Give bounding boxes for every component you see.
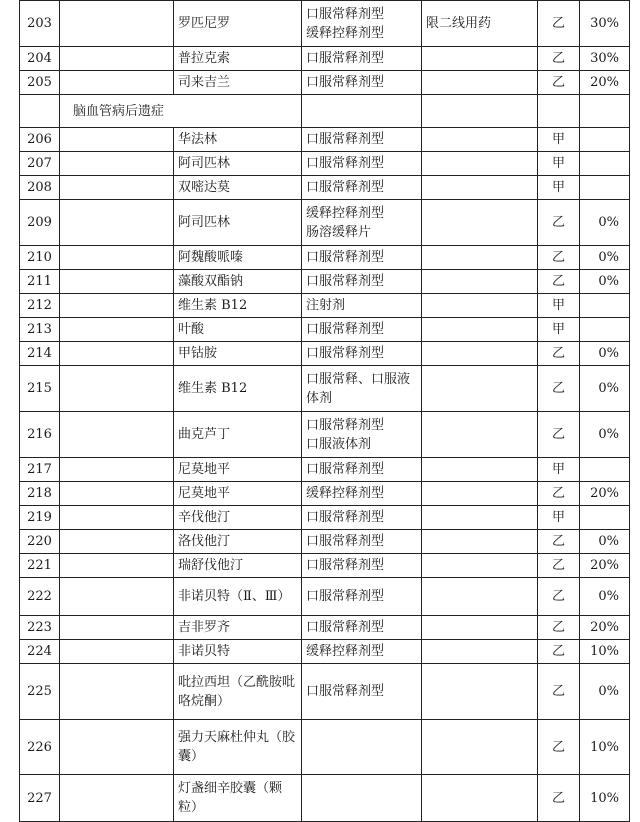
self-pay-ratio: 20% bbox=[580, 71, 630, 95]
limit-note bbox=[422, 152, 538, 176]
row-number: 222 bbox=[20, 578, 60, 616]
dosage-form-line: 口服常释剂型 bbox=[306, 684, 385, 699]
dosage-form bbox=[302, 47, 422, 71]
row-number: 214 bbox=[20, 342, 60, 366]
drug-name: 吡拉西坦（乙酰胺吡咯烷酮） bbox=[174, 664, 302, 720]
grade: 乙 bbox=[538, 720, 580, 775]
row-number: 206 bbox=[20, 128, 60, 152]
dosage-form-line: 口服常释剂型 bbox=[306, 534, 385, 549]
drug-name: 叶酸 bbox=[174, 318, 302, 342]
drug-name: 甲钴胺 bbox=[174, 342, 302, 366]
row-number: 218 bbox=[20, 482, 60, 506]
category-cell bbox=[60, 578, 174, 616]
drug-name: 非诺贝特（Ⅱ、Ⅲ） bbox=[174, 578, 302, 616]
drug-name: 阿司匹林 bbox=[174, 152, 302, 176]
dosage-form-line: 口服常释剂型 bbox=[306, 346, 385, 361]
dosage-form bbox=[302, 152, 422, 176]
self-pay-ratio: 0% bbox=[580, 270, 630, 294]
table-row bbox=[20, 71, 630, 95]
drug-name: 藻酸双酯钠 bbox=[174, 270, 302, 294]
limit-note bbox=[422, 554, 538, 578]
limit-note bbox=[422, 366, 538, 412]
row-number: 224 bbox=[20, 640, 60, 664]
self-pay-ratio bbox=[580, 318, 630, 342]
dosage-form-line: 口服常释剂型 bbox=[306, 156, 385, 171]
dosage-form bbox=[302, 458, 422, 482]
row-number: 211 bbox=[20, 270, 60, 294]
limit-note bbox=[422, 578, 538, 616]
self-pay-ratio: 0% bbox=[580, 412, 630, 458]
table-row bbox=[20, 775, 630, 822]
dosage-form-line: 口服液体剂 bbox=[306, 436, 372, 452]
row-number: 226 bbox=[20, 720, 60, 775]
dosage-form-line: 口服常释剂型 bbox=[306, 132, 385, 147]
dosage-form bbox=[302, 578, 422, 616]
drug-name: 维生素 B12 bbox=[174, 366, 302, 412]
row-number: 213 bbox=[20, 318, 60, 342]
empty-cell bbox=[302, 95, 422, 128]
category-cell bbox=[60, 554, 174, 578]
dosage-form-line: 缓释控释剂型 bbox=[306, 205, 385, 221]
grade: 乙 bbox=[538, 71, 580, 95]
grade: 甲 bbox=[538, 152, 580, 176]
limit-note bbox=[422, 616, 538, 640]
drug-name: 强力天麻杜仲丸（胶囊） bbox=[174, 720, 302, 775]
limit-note bbox=[422, 482, 538, 506]
limit-note bbox=[422, 412, 538, 458]
table-row bbox=[20, 128, 630, 152]
table-row bbox=[20, 578, 630, 616]
category-cell bbox=[60, 720, 174, 775]
category-cell bbox=[60, 366, 174, 412]
limit-note bbox=[422, 246, 538, 270]
limit-note: 限二线用药 bbox=[422, 1, 538, 47]
grade: 甲 bbox=[538, 128, 580, 152]
row-number: 221 bbox=[20, 554, 60, 578]
row-number: 208 bbox=[20, 176, 60, 200]
table-row bbox=[20, 47, 630, 71]
limit-note bbox=[422, 128, 538, 152]
category-cell bbox=[60, 482, 174, 506]
row-number: 205 bbox=[20, 71, 60, 95]
category-cell bbox=[60, 71, 174, 95]
limit-note bbox=[422, 720, 538, 775]
dosage-form-line: 口服常释剂型 bbox=[306, 322, 385, 337]
dosage-form bbox=[302, 775, 422, 822]
category-cell bbox=[60, 616, 174, 640]
limit-note bbox=[422, 294, 538, 318]
dosage-form-line: 缓释控释剂型 bbox=[306, 644, 385, 659]
dosage-form-line: 口服常释剂型 bbox=[306, 620, 385, 635]
grade: 甲 bbox=[538, 176, 580, 200]
drug-name: 洛伐他汀 bbox=[174, 530, 302, 554]
self-pay-ratio bbox=[580, 176, 630, 200]
dosage-form-line: 口服常释剂型 bbox=[306, 589, 385, 604]
table-row bbox=[20, 640, 630, 664]
row-number: 210 bbox=[20, 246, 60, 270]
table-row bbox=[20, 366, 630, 412]
dosage-form-line: 口服常释剂型 bbox=[306, 558, 385, 573]
grade: 乙 bbox=[538, 530, 580, 554]
dosage-form bbox=[302, 640, 422, 664]
table-row bbox=[20, 554, 630, 578]
row-number: 227 bbox=[20, 775, 60, 822]
self-pay-ratio bbox=[580, 152, 630, 176]
row-number: 225 bbox=[20, 664, 60, 720]
category-cell bbox=[60, 342, 174, 366]
limit-note bbox=[422, 71, 538, 95]
grade: 乙 bbox=[538, 412, 580, 458]
dosage-form bbox=[302, 200, 422, 246]
category-cell bbox=[60, 412, 174, 458]
self-pay-ratio bbox=[580, 506, 630, 530]
category-row bbox=[20, 95, 630, 128]
grade: 甲 bbox=[538, 506, 580, 530]
row-number: 220 bbox=[20, 530, 60, 554]
dosage-form-line: 口服常释剂型 bbox=[306, 274, 385, 289]
dosage-form bbox=[302, 1, 422, 47]
drug-name: 普拉克索 bbox=[174, 47, 302, 71]
self-pay-ratio: 30% bbox=[580, 47, 630, 71]
self-pay-ratio: 20% bbox=[580, 482, 630, 506]
row-number: 219 bbox=[20, 506, 60, 530]
self-pay-ratio: 20% bbox=[580, 616, 630, 640]
grade: 乙 bbox=[538, 640, 580, 664]
dosage-form bbox=[302, 482, 422, 506]
drug-name: 尼莫地平 bbox=[174, 482, 302, 506]
dosage-form-line: 缓释控释剂型 bbox=[306, 25, 385, 41]
category-cell bbox=[60, 664, 174, 720]
row-number: 203 bbox=[20, 1, 60, 47]
drug-name: 瑞舒伐他汀 bbox=[174, 554, 302, 578]
limit-note bbox=[422, 318, 538, 342]
self-pay-ratio: 0% bbox=[580, 246, 630, 270]
dosage-form-line: 口服常释剂型 bbox=[306, 250, 385, 265]
dosage-form-line: 缓释控释剂型 bbox=[306, 486, 385, 501]
category-cell bbox=[60, 200, 174, 246]
drug-name: 尼莫地平 bbox=[174, 458, 302, 482]
row-number: 215 bbox=[20, 366, 60, 412]
dosage-form-line: 口服常释剂型 bbox=[306, 75, 385, 90]
dosage-form bbox=[302, 664, 422, 720]
grade: 甲 bbox=[538, 458, 580, 482]
self-pay-ratio bbox=[580, 128, 630, 152]
category-cell bbox=[60, 640, 174, 664]
row-number: 209 bbox=[20, 200, 60, 246]
row-number: 204 bbox=[20, 47, 60, 71]
category-cell bbox=[60, 246, 174, 270]
dosage-form-line: 口服常释剂型 bbox=[306, 6, 385, 22]
dosage-form-line: 体剂 bbox=[306, 390, 333, 406]
limit-note bbox=[422, 530, 538, 554]
category-cell bbox=[60, 176, 174, 200]
category-cell bbox=[60, 775, 174, 822]
drug-name: 非诺贝特 bbox=[174, 640, 302, 664]
self-pay-ratio: 0% bbox=[580, 530, 630, 554]
grade: 乙 bbox=[538, 554, 580, 578]
category-cell bbox=[60, 270, 174, 294]
table-row bbox=[20, 458, 630, 482]
limit-note bbox=[422, 640, 538, 664]
table-row bbox=[20, 412, 630, 458]
self-pay-ratio: 0% bbox=[580, 664, 630, 720]
table-row bbox=[20, 530, 630, 554]
dosage-form bbox=[302, 342, 422, 366]
dosage-form-line: 口服常释剂型 bbox=[306, 510, 385, 525]
drug-list-table bbox=[19, 0, 630, 822]
grade: 乙 bbox=[538, 1, 580, 47]
limit-note bbox=[422, 458, 538, 482]
dosage-form bbox=[302, 71, 422, 95]
self-pay-ratio: 0% bbox=[580, 578, 630, 616]
dosage-form bbox=[302, 294, 422, 318]
drug-name: 维生素 B12 bbox=[174, 294, 302, 318]
table-row bbox=[20, 616, 630, 640]
dosage-form bbox=[302, 530, 422, 554]
limit-note bbox=[422, 47, 538, 71]
drug-name: 罗匹尼罗 bbox=[174, 1, 302, 47]
self-pay-ratio bbox=[580, 294, 630, 318]
grade: 乙 bbox=[538, 482, 580, 506]
drug-name: 吉非罗齐 bbox=[174, 616, 302, 640]
row-number: 207 bbox=[20, 152, 60, 176]
table-row bbox=[20, 1, 630, 47]
limit-note bbox=[422, 775, 538, 822]
self-pay-ratio: 20% bbox=[580, 554, 630, 578]
grade: 乙 bbox=[538, 664, 580, 720]
dosage-form-line: 口服常释剂型 bbox=[306, 180, 385, 195]
grade: 乙 bbox=[538, 246, 580, 270]
table-row bbox=[20, 342, 630, 366]
empty-cell bbox=[538, 95, 580, 128]
row-number: 216 bbox=[20, 412, 60, 458]
dosage-form-line: 肠溶缓释片 bbox=[306, 224, 372, 240]
self-pay-ratio: 30% bbox=[580, 1, 630, 47]
drug-name: 阿魏酸哌嗪 bbox=[174, 246, 302, 270]
dosage-form-line: 口服常释剂型 bbox=[306, 51, 385, 66]
dosage-form bbox=[302, 720, 422, 775]
self-pay-ratio: 0% bbox=[580, 200, 630, 246]
grade: 乙 bbox=[538, 270, 580, 294]
grade: 甲 bbox=[538, 294, 580, 318]
self-pay-ratio: 0% bbox=[580, 366, 630, 412]
limit-note bbox=[422, 342, 538, 366]
empty-cell bbox=[580, 95, 630, 128]
self-pay-ratio: 0% bbox=[580, 342, 630, 366]
table-row bbox=[20, 176, 630, 200]
limit-note bbox=[422, 176, 538, 200]
table-row bbox=[20, 152, 630, 176]
grade: 乙 bbox=[538, 47, 580, 71]
limit-note bbox=[422, 664, 538, 720]
category-cell bbox=[60, 318, 174, 342]
grade: 乙 bbox=[538, 775, 580, 822]
dosage-form bbox=[302, 366, 422, 412]
dosage-form-line: 口服常释剂型 bbox=[306, 462, 385, 477]
limit-note bbox=[422, 200, 538, 246]
grade: 乙 bbox=[538, 342, 580, 366]
row-number: 223 bbox=[20, 616, 60, 640]
row-number: 217 bbox=[20, 458, 60, 482]
drug-name: 灯盏细辛胶囊（颗粒） bbox=[174, 775, 302, 822]
dosage-form-line: 注射剂 bbox=[306, 298, 346, 313]
limit-note bbox=[422, 270, 538, 294]
drug-name: 阿司匹林 bbox=[174, 200, 302, 246]
drug-name: 华法林 bbox=[174, 128, 302, 152]
dosage-form-line: 口服常释剂型 bbox=[306, 417, 385, 433]
self-pay-ratio bbox=[580, 458, 630, 482]
category-cell bbox=[60, 152, 174, 176]
table-row bbox=[20, 270, 630, 294]
category-cell bbox=[60, 47, 174, 71]
dosage-form bbox=[302, 412, 422, 458]
table-row bbox=[20, 664, 630, 720]
grade: 甲 bbox=[538, 318, 580, 342]
grade: 乙 bbox=[538, 200, 580, 246]
category-cell bbox=[60, 458, 174, 482]
table-row bbox=[20, 720, 630, 775]
self-pay-ratio: 10% bbox=[580, 720, 630, 775]
grade: 乙 bbox=[538, 366, 580, 412]
drug-name: 曲克芦丁 bbox=[174, 412, 302, 458]
table-row bbox=[20, 200, 630, 246]
dosage-form bbox=[302, 128, 422, 152]
category-spacer bbox=[20, 95, 60, 128]
drug-name: 司来吉兰 bbox=[174, 71, 302, 95]
category-cell bbox=[60, 1, 174, 47]
dosage-form bbox=[302, 506, 422, 530]
table-row bbox=[20, 246, 630, 270]
category-cell bbox=[60, 530, 174, 554]
empty-cell bbox=[422, 95, 538, 128]
dosage-form bbox=[302, 246, 422, 270]
table-row bbox=[20, 506, 630, 530]
category-label: 脑血管病后遗症 bbox=[60, 95, 302, 128]
category-cell bbox=[60, 506, 174, 530]
self-pay-ratio: 10% bbox=[580, 640, 630, 664]
dosage-form bbox=[302, 318, 422, 342]
dosage-form bbox=[302, 270, 422, 294]
drug-name: 辛伐他汀 bbox=[174, 506, 302, 530]
table-row bbox=[20, 482, 630, 506]
grade: 乙 bbox=[538, 616, 580, 640]
grade: 乙 bbox=[538, 578, 580, 616]
row-number: 212 bbox=[20, 294, 60, 318]
dosage-form-line: 口服常释、口服液 bbox=[306, 371, 411, 387]
dosage-form bbox=[302, 554, 422, 578]
category-cell bbox=[60, 128, 174, 152]
dosage-form bbox=[302, 616, 422, 640]
dosage-form bbox=[302, 176, 422, 200]
table-row bbox=[20, 318, 630, 342]
category-cell bbox=[60, 294, 174, 318]
drug-name: 双嘧达莫 bbox=[174, 176, 302, 200]
table-row bbox=[20, 294, 630, 318]
self-pay-ratio: 10% bbox=[580, 775, 630, 822]
limit-note bbox=[422, 506, 538, 530]
